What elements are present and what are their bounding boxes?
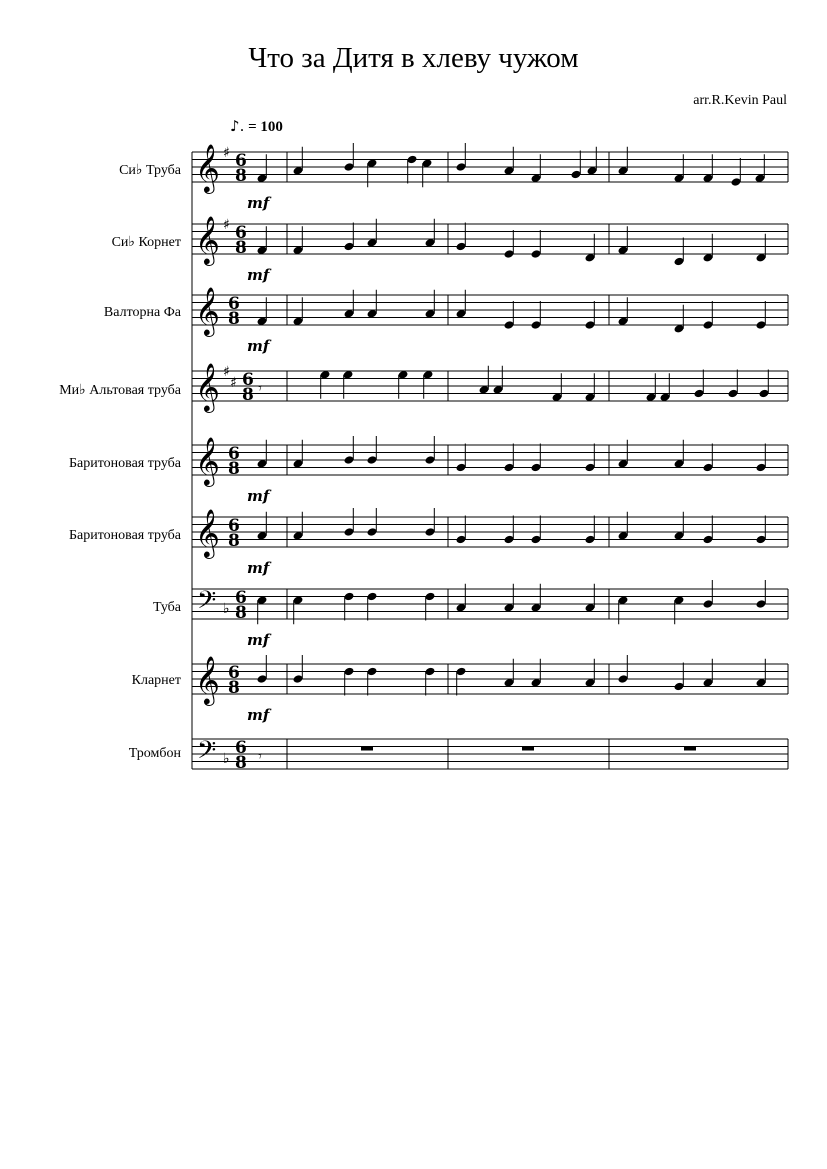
sharp-icon: ♯: [223, 217, 230, 233]
instrument-label-tuba: Туба: [152, 600, 181, 615]
treble-clef-icon: 𝄞: [195, 286, 220, 335]
instrument-label-trombone: Тромбон: [128, 746, 181, 761]
whole-rest-icon: [361, 747, 373, 751]
eighth-rest-icon: 𝄾: [258, 379, 262, 397]
bass-clef-icon: 𝄢: [197, 736, 217, 771]
flat-icon: ♭: [223, 601, 230, 617]
time-signature-denominator: 8: [228, 309, 240, 329]
time-signature-numerator: 6: [235, 738, 247, 758]
instrument-label-baritone-trumpet-1: Баритоновая труба: [68, 456, 181, 471]
dynamic-marking: mf: [247, 487, 270, 505]
time-signature-numerator: 6: [228, 663, 240, 683]
dotted-eighth-note-icon: ♪.: [230, 117, 245, 135]
time-signature-numerator: 6: [228, 516, 240, 536]
treble-clef-icon: 𝄞: [195, 655, 220, 704]
bass-clef-icon: 𝄢: [197, 586, 217, 621]
time-signature-numerator: 6: [242, 370, 254, 390]
time-signature-denominator: 8: [242, 385, 254, 405]
instrument-label-french-horn: Валторна Фа: [103, 305, 181, 320]
treble-clef-icon: 𝄞: [195, 143, 220, 192]
time-signature-denominator: 8: [228, 531, 240, 551]
time-signature-denominator: 8: [228, 678, 240, 698]
treble-clef-icon: 𝄞: [195, 362, 220, 411]
time-signature-denominator: 8: [228, 459, 240, 479]
time-signature-denominator: 8: [235, 238, 247, 258]
dynamic-marking: mf: [247, 266, 270, 284]
arranger-credit: arr.R.Kevin Paul: [693, 93, 787, 108]
time-signature-denominator: 8: [235, 603, 247, 623]
sharp-icon: ♯: [230, 375, 237, 391]
instrument-label-eb-alto-trumpet: Ми♭ Альтовая труба: [59, 383, 181, 398]
tempo-value: = 100: [248, 119, 283, 135]
dynamic-marking: mf: [247, 706, 270, 724]
time-signature-numerator: 6: [228, 294, 240, 314]
time-signature-numerator: 6: [235, 151, 247, 171]
whole-rest-icon: [522, 747, 534, 751]
time-signature-numerator: 6: [235, 223, 247, 243]
instrument-label-bb-cornet: Си♭ Корнет: [111, 235, 181, 250]
time-signature-denominator: 8: [235, 166, 247, 186]
time-signature-numerator: 6: [235, 588, 247, 608]
time-signature-numerator: 6: [228, 444, 240, 464]
instrument-label-baritone-trumpet-2: Баритоновая труба: [68, 528, 181, 543]
instrument-label-bb-trumpet: Си♭ Труба: [119, 163, 181, 178]
treble-clef-icon: 𝄞: [195, 508, 220, 557]
dynamic-marking: mf: [247, 194, 270, 212]
dynamic-marking: mf: [247, 559, 270, 577]
instrument-label-clarinet: Кларнет: [131, 673, 181, 688]
flat-icon: ♭: [223, 751, 230, 767]
dynamic-marking: mf: [247, 631, 270, 649]
dynamic-marking: mf: [247, 337, 270, 355]
treble-clef-icon: 𝄞: [195, 436, 220, 485]
whole-rest-icon: [684, 747, 696, 751]
eighth-rest-icon: 𝄾: [258, 747, 262, 765]
treble-clef-icon: 𝄞: [195, 215, 220, 264]
score-title: Что за Дитя в хлеву чужом: [248, 42, 579, 74]
time-signature-denominator: 8: [235, 753, 247, 773]
sharp-icon: ♯: [223, 145, 230, 161]
sharp-icon: ♯: [223, 364, 230, 380]
